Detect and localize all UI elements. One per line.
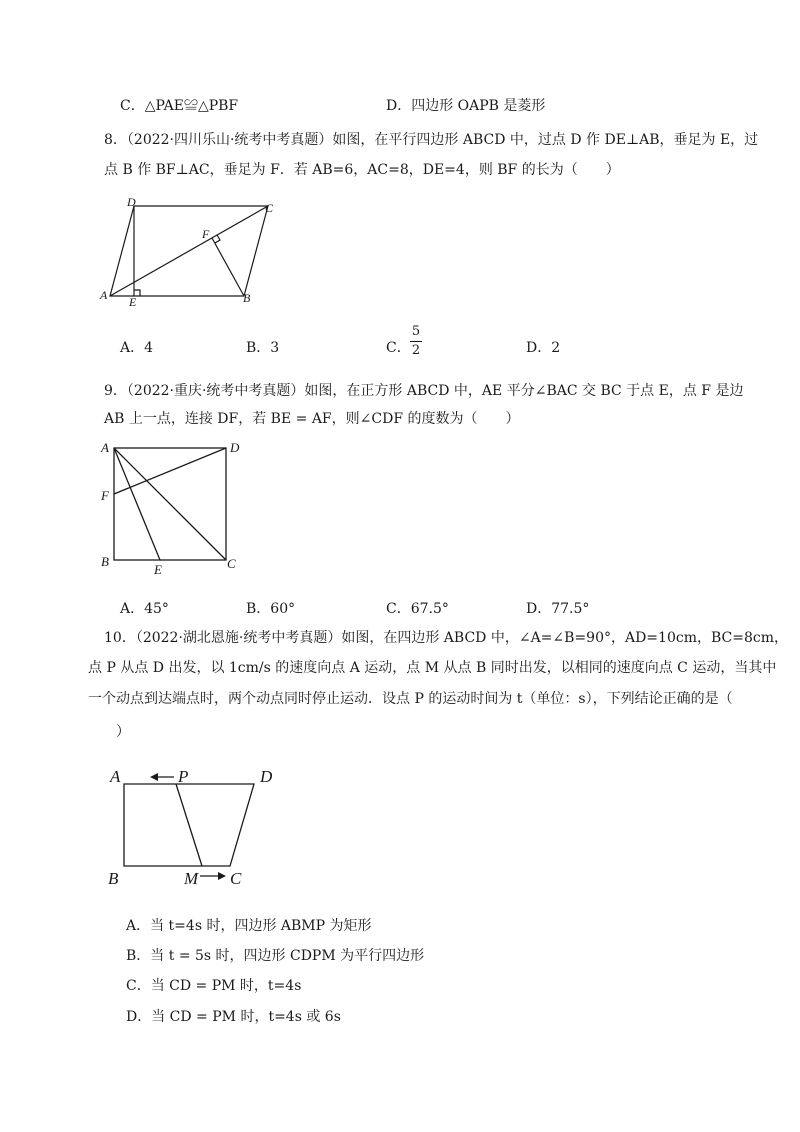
q8-option-c-fraction	[406, 324, 426, 359]
q9-diagonal-ac	[114, 448, 226, 560]
q8-option-c-prefix: C．	[386, 340, 411, 356]
q9-figure	[100, 438, 245, 576]
q8-option-c-denominator: 2	[411, 343, 421, 358]
q8-option-c-numerator: 5	[411, 324, 421, 339]
q10-label-b: B	[108, 869, 119, 888]
q7-option-c: C．△PAE≌△PBF	[120, 98, 239, 114]
q10-text-line3: 一个动点到达端点时，两个动点同时停止运动．设点 P 的运动时间为 t（单位：s），下列结论正确的是（	[88, 691, 733, 707]
q8-label-d: D	[127, 195, 136, 209]
q10-figure	[104, 762, 284, 892]
q8-label-c: C	[265, 201, 274, 215]
fraction-bar	[410, 341, 422, 342]
q8-figure	[100, 196, 290, 308]
q10-arrow-right-icon	[218, 872, 226, 880]
q10-label-c: C	[230, 869, 242, 888]
q8-label-b: B	[243, 291, 251, 305]
q9-label-b: B	[101, 554, 109, 569]
q9-segment-df	[114, 448, 226, 494]
q8-label-a: A	[100, 288, 108, 302]
q9-label-f: F	[101, 488, 109, 503]
q7-option-d: D．四边形 OAPB 是菱形	[386, 98, 546, 114]
q10-label-p: P	[178, 767, 189, 786]
q8-segment-bf	[212, 238, 244, 296]
q10-label-m: M	[184, 869, 199, 888]
q10-text-line2: 点 P 从点 D 出发，以 1cm/s 的速度向点 A 运动，点 M 从点 B 同时出发，以相同的速度向点 C 运动，当其中	[88, 660, 777, 676]
q10-option-d: D．当 CD = PM 时，t=4s 或 6s	[126, 1009, 341, 1025]
q10-label-d: D	[260, 767, 273, 786]
q8-option-a: A．4	[120, 340, 154, 356]
q9-option-a: A．45°	[120, 601, 169, 617]
q8-label-e: E	[129, 295, 137, 309]
q10-option-c: C．当 CD = PM 时，t=4s	[126, 978, 302, 994]
q9-option-b: B．60°	[246, 601, 296, 617]
q10-label-a: A	[110, 767, 121, 786]
q9-label-d: D	[230, 440, 240, 455]
q9-label-c: C	[227, 556, 236, 571]
q10-option-a: A．当 t=4s 时，四边形 ABMP 为矩形	[126, 918, 372, 934]
q8-label-f: F	[202, 227, 210, 241]
q9-label-a: A	[101, 440, 109, 455]
q9-label-e: E	[154, 562, 162, 577]
q10-segment-pm	[176, 784, 202, 866]
q10-arrow-left-icon	[150, 773, 158, 781]
q8-text-line2: 点 B 作 BF⊥AC，垂足为 F．若 AB=6，AC=8，DE=4，则 BF 的长为（ ）	[104, 162, 620, 178]
q8-option-b: B．3	[246, 340, 280, 356]
q9-option-d: D．77.5°	[526, 601, 590, 617]
q9-text-line2: AB 上一点，连接 DF，若 BE = AF，则∠CDF 的度数为（ ）	[104, 411, 520, 427]
q10-text-line1: 10．（2022·湖北恩施·统考中考真题）如图，在四边形 ABCD 中，∠A=∠B=90°，AD=10cm，BC=8cm，	[104, 630, 788, 646]
q10-option-b: B．当 t = 5s 时，四边形 CDPM 为平行四边形	[126, 948, 425, 964]
q10-text-line4: ）	[116, 724, 130, 740]
q9-text-line1: 9．（2022·重庆·统考中考真题）如图，在正方形 ABCD 中，AE 平分∠BAC 交 BC 于点 E，点 F 是边	[104, 383, 744, 399]
q9-option-c: C．67.5°	[386, 601, 449, 617]
q9-segment-ae	[114, 448, 160, 560]
q8-option-d: D．2	[526, 340, 561, 356]
q8-text-line1: 8．（2022·四川乐山·统考中考真题）如图，在平行四边形 ABCD 中，过点 D 作 DE⊥AB，垂足为 E，过	[104, 132, 759, 148]
